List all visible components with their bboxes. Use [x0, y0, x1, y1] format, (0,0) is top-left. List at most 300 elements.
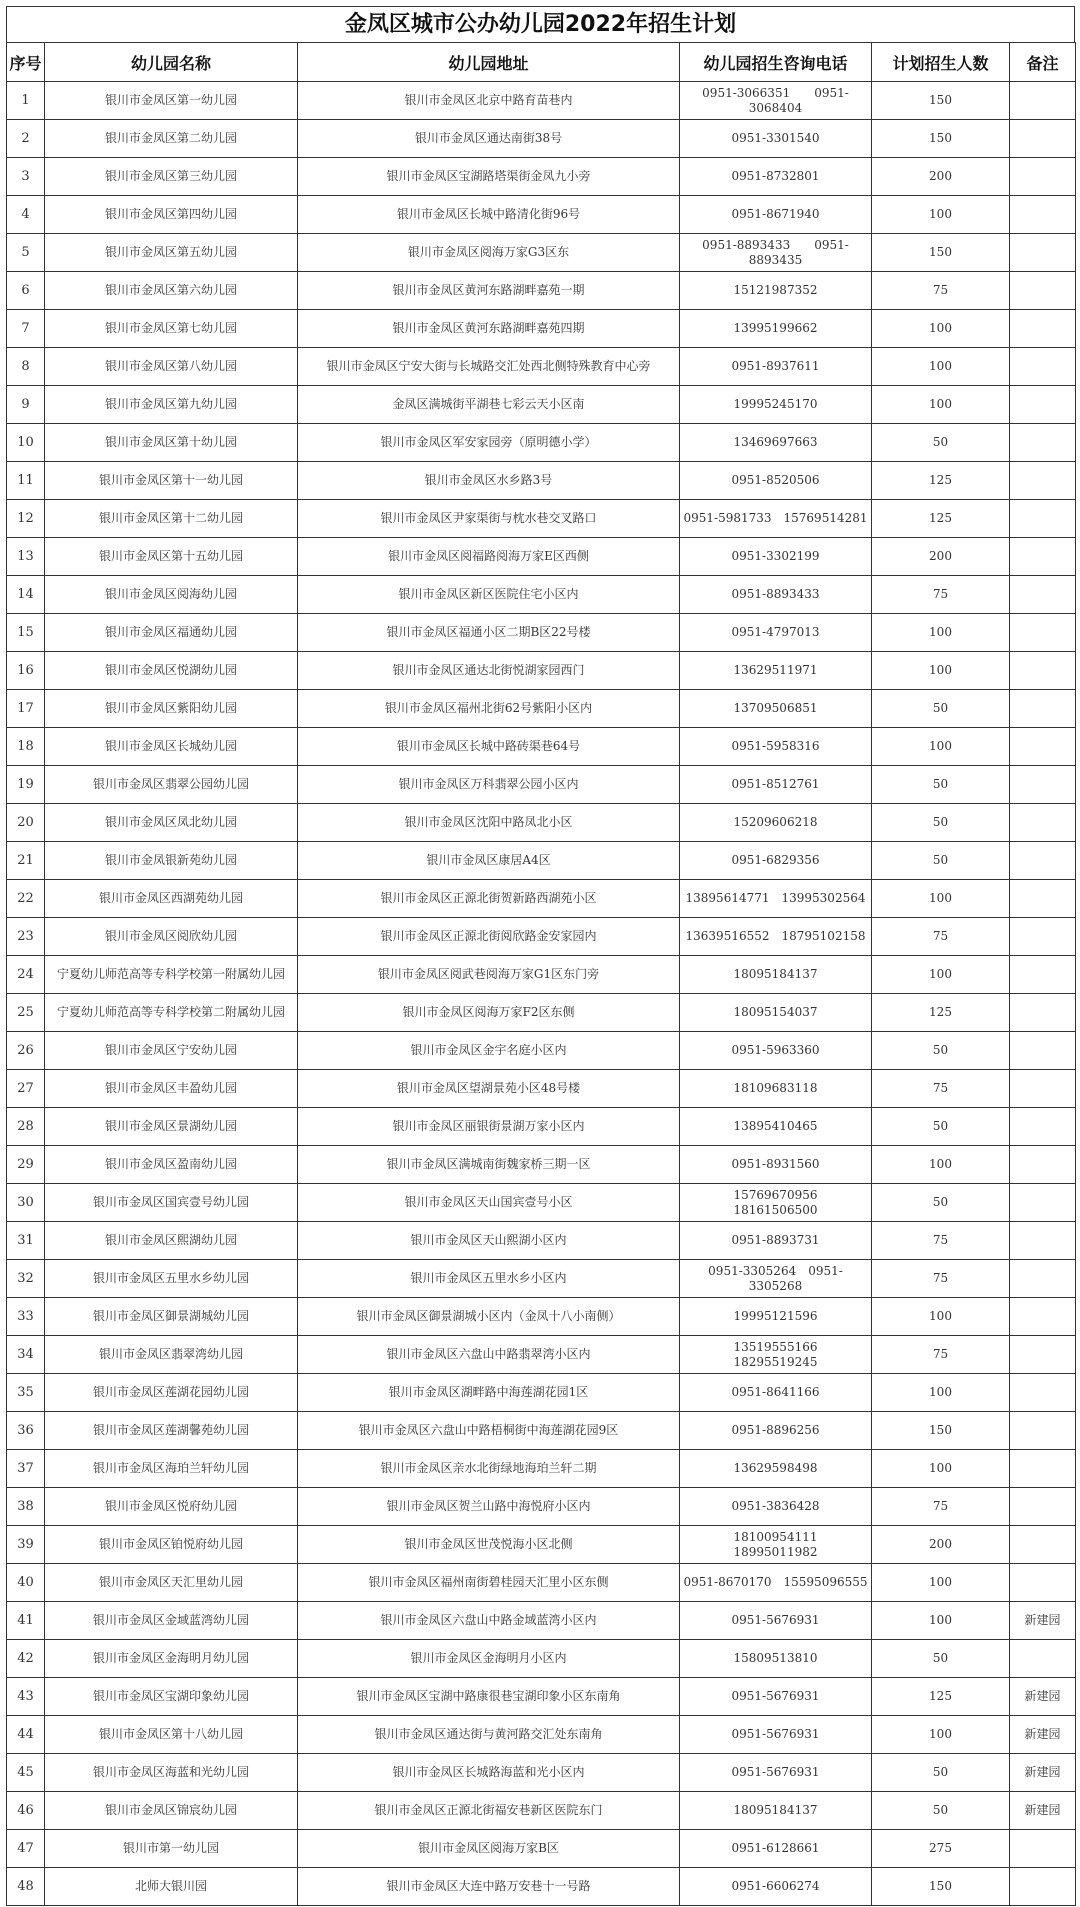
row-number-cell: 8 — [7, 348, 45, 386]
row-number-cell: 40 — [7, 1564, 45, 1602]
kindergarten-address-cell: 银川市金凤区天山国宾壹号小区 — [298, 1184, 680, 1222]
row-number-cell: 26 — [7, 1032, 45, 1070]
kindergarten-name-cell: 银川市金凤区第四幼儿园 — [45, 196, 298, 234]
phone-cell: 0951-8896256 — [680, 1412, 872, 1450]
note-cell: 新建园 — [1010, 1792, 1076, 1830]
row-number-cell: 23 — [7, 918, 45, 956]
table-row — [7, 1108, 1076, 1146]
table-row — [7, 500, 1076, 538]
kindergarten-name-cell: 银川市金凤区金海明月幼儿园 — [45, 1640, 298, 1678]
kindergarten-address-cell: 银川市金凤区长城路海蓝和光小区内 — [298, 1754, 680, 1792]
row-number-cell: 43 — [7, 1678, 45, 1716]
row-number-cell: 17 — [7, 690, 45, 728]
kindergarten-name-cell: 宁夏幼儿师范高等专科学校第一附属幼儿园 — [45, 956, 298, 994]
table-row — [7, 804, 1076, 842]
phone-cell: 0951-8641166 — [680, 1374, 872, 1412]
phone-cell: 13629511971 — [680, 652, 872, 690]
kindergarten-name-cell: 银川市金凤区第九幼儿园 — [45, 386, 298, 424]
table-body — [7, 82, 1076, 1906]
row-number-cell: 7 — [7, 310, 45, 348]
table-row — [7, 1146, 1076, 1184]
table-row — [7, 1412, 1076, 1450]
quota-cell: 100 — [872, 348, 1010, 386]
quota-cell: 275 — [872, 1830, 1010, 1868]
quota-cell: 100 — [872, 1716, 1010, 1754]
kindergarten-address-cell: 银川市金凤区大连中路万安巷十一号路 — [298, 1868, 680, 1906]
note-cell — [1010, 1374, 1076, 1412]
kindergarten-address-cell: 银川市金凤区沈阳中路凤北小区 — [298, 804, 680, 842]
kindergarten-address-cell: 银川市金凤区金宇名庭小区内 — [298, 1032, 680, 1070]
quota-cell: 100 — [872, 1146, 1010, 1184]
kindergarten-name-cell: 银川市金凤区第五幼儿园 — [45, 234, 298, 272]
kindergarten-address-cell: 银川市金凤区黄河东路湖畔嘉苑一期 — [298, 272, 680, 310]
kindergarten-name-cell: 银川市金凤区第十幼儿园 — [45, 424, 298, 462]
table-row — [7, 234, 1076, 272]
quota-cell: 75 — [872, 272, 1010, 310]
phone-cell: 19995121596 — [680, 1298, 872, 1336]
row-number-cell: 31 — [7, 1222, 45, 1260]
quota-cell: 100 — [872, 1374, 1010, 1412]
header-note: 备注 — [1010, 43, 1076, 82]
kindergarten-name-cell: 银川市金凤区第二幼儿园 — [45, 120, 298, 158]
kindergarten-address-cell: 银川市金凤区阅武巷阅海万家G1区东门旁 — [298, 956, 680, 994]
kindergarten-name-cell: 银川市金凤区悦湖幼儿园 — [45, 652, 298, 690]
kindergarten-name-cell: 银川市金凤区铂悦府幼儿园 — [45, 1526, 298, 1564]
table-row — [7, 1792, 1076, 1830]
kindergarten-address-cell: 银川市金凤区亲水北街绿地海珀兰轩二期 — [298, 1450, 680, 1488]
note-cell — [1010, 1260, 1076, 1298]
table-row — [7, 1374, 1076, 1412]
kindergarten-name-cell: 银川市金凤区海珀兰轩幼儿园 — [45, 1450, 298, 1488]
quota-cell: 100 — [872, 652, 1010, 690]
row-number-cell: 12 — [7, 500, 45, 538]
note-cell — [1010, 310, 1076, 348]
phone-cell: 13709506851 — [680, 690, 872, 728]
row-number-cell: 20 — [7, 804, 45, 842]
phone-cell: 0951-8893433 0951-8893435 — [680, 234, 872, 272]
kindergarten-name-cell: 银川市金凤区第八幼儿园 — [45, 348, 298, 386]
header-address: 幼儿园地址 — [298, 43, 680, 82]
note-cell — [1010, 1450, 1076, 1488]
header-name: 幼儿园名称 — [45, 43, 298, 82]
table-row — [7, 1526, 1076, 1564]
kindergarten-name-cell: 银川市金凤区第十五幼儿园 — [45, 538, 298, 576]
row-number-cell: 48 — [7, 1868, 45, 1906]
table-row — [7, 158, 1076, 196]
note-cell — [1010, 386, 1076, 424]
note-cell — [1010, 1146, 1076, 1184]
row-number-cell: 32 — [7, 1260, 45, 1298]
note-cell — [1010, 1070, 1076, 1108]
kindergarten-name-cell: 银川市金凤区国宾壹号幼儿园 — [45, 1184, 298, 1222]
row-number-cell: 9 — [7, 386, 45, 424]
kindergarten-name-cell: 银川市金凤区丰盈幼儿园 — [45, 1070, 298, 1108]
row-number-cell: 47 — [7, 1830, 45, 1868]
quota-cell: 50 — [872, 804, 1010, 842]
row-number-cell: 29 — [7, 1146, 45, 1184]
kindergarten-name-cell: 银川市金凤区翡翠湾幼儿园 — [45, 1336, 298, 1374]
note-cell — [1010, 538, 1076, 576]
phone-cell: 18095184137 — [680, 1792, 872, 1830]
phone-cell: 0951-8931560 — [680, 1146, 872, 1184]
table-row — [7, 1032, 1076, 1070]
table-row — [7, 1678, 1076, 1716]
row-number-cell: 3 — [7, 158, 45, 196]
kindergarten-address-cell: 银川市金凤区尹家渠街与枕水巷交叉路口 — [298, 500, 680, 538]
quota-cell: 50 — [872, 1792, 1010, 1830]
row-number-cell: 5 — [7, 234, 45, 272]
quota-cell: 100 — [872, 386, 1010, 424]
table-row — [7, 1716, 1076, 1754]
kindergarten-address-cell: 银川市金凤区阅海万家F2区东侧 — [298, 994, 680, 1032]
phone-cell: 15209606218 — [680, 804, 872, 842]
note-cell — [1010, 842, 1076, 880]
kindergarten-address-cell: 银川市金凤区六盘山中路梧桐街中海莲湖花园9区 — [298, 1412, 680, 1450]
kindergarten-name-cell: 银川市金凤区盈南幼儿园 — [45, 1146, 298, 1184]
note-cell — [1010, 766, 1076, 804]
table-row — [7, 1222, 1076, 1260]
kindergarten-name-cell: 银川市金凤区福通幼儿园 — [45, 614, 298, 652]
table-row — [7, 1184, 1076, 1222]
table-row — [7, 1868, 1076, 1906]
row-number-cell: 19 — [7, 766, 45, 804]
table-row — [7, 994, 1076, 1032]
kindergarten-name-cell: 银川市金凤区凤北幼儿园 — [45, 804, 298, 842]
kindergarten-name-cell: 银川市金凤区第十一幼儿园 — [45, 462, 298, 500]
row-number-cell: 6 — [7, 272, 45, 310]
row-number-cell: 28 — [7, 1108, 45, 1146]
table-row — [7, 1830, 1076, 1868]
kindergarten-address-cell: 银川市金凤区通达街与黄河路交汇处东南角 — [298, 1716, 680, 1754]
quota-cell: 50 — [872, 1640, 1010, 1678]
quota-cell: 100 — [872, 880, 1010, 918]
kindergarten-address-cell: 银川市金凤区阅福路阅海万家E区西侧 — [298, 538, 680, 576]
note-cell — [1010, 272, 1076, 310]
note-cell — [1010, 1564, 1076, 1602]
kindergarten-name-cell: 银川市第一幼儿园 — [45, 1830, 298, 1868]
kindergarten-name-cell: 银川市金凤区西湖苑幼儿园 — [45, 880, 298, 918]
table-row — [7, 120, 1076, 158]
enrollment-table — [6, 42, 1076, 1906]
kindergarten-name-cell: 银川市金凤区阅海幼儿园 — [45, 576, 298, 614]
kindergarten-name-cell: 银川市金凤区宝湖印象幼儿园 — [45, 1678, 298, 1716]
table-row — [7, 462, 1076, 500]
table-row — [7, 348, 1076, 386]
phone-cell: 0951-5676931 — [680, 1602, 872, 1640]
kindergarten-address-cell: 银川市金凤区福通小区二期B区22号楼 — [298, 614, 680, 652]
note-cell — [1010, 614, 1076, 652]
kindergarten-address-cell: 银川市金凤区金海明月小区内 — [298, 1640, 680, 1678]
note-cell — [1010, 918, 1076, 956]
kindergarten-name-cell: 银川市金凤区第三幼儿园 — [45, 158, 298, 196]
note-cell — [1010, 1412, 1076, 1450]
quota-cell: 200 — [872, 1526, 1010, 1564]
kindergarten-name-cell: 银川市金凤区熙湖幼儿园 — [45, 1222, 298, 1260]
kindergarten-address-cell: 银川市金凤区万科翡翠公园小区内 — [298, 766, 680, 804]
kindergarten-address-cell: 银川市金凤区军安家园旁（原明德小学） — [298, 424, 680, 462]
phone-cell: 13895614771 13995302564 — [680, 880, 872, 918]
quota-cell: 50 — [872, 690, 1010, 728]
phone-cell: 13469697663 — [680, 424, 872, 462]
row-number-cell: 41 — [7, 1602, 45, 1640]
phone-cell: 18095154037 — [680, 994, 872, 1032]
quota-cell: 75 — [872, 1260, 1010, 1298]
phone-cell: 18100954111 18995011982 — [680, 1526, 872, 1564]
kindergarten-address-cell: 银川市金凤区黄河东路湖畔嘉苑四期 — [298, 310, 680, 348]
note-cell — [1010, 1184, 1076, 1222]
table-row — [7, 1488, 1076, 1526]
table-row — [7, 842, 1076, 880]
kindergarten-address-cell: 银川市金凤区五里水乡小区内 — [298, 1260, 680, 1298]
row-number-cell: 35 — [7, 1374, 45, 1412]
phone-cell: 0951-8732801 — [680, 158, 872, 196]
table-row — [7, 1070, 1076, 1108]
kindergarten-address-cell: 银川市金凤区丽银街景湖万家小区内 — [298, 1108, 680, 1146]
note-cell — [1010, 804, 1076, 842]
row-number-cell: 2 — [7, 120, 45, 158]
table-row — [7, 1564, 1076, 1602]
note-cell — [1010, 576, 1076, 614]
note-cell: 新建园 — [1010, 1678, 1076, 1716]
quota-cell: 125 — [872, 994, 1010, 1032]
quota-cell: 75 — [872, 1488, 1010, 1526]
kindergarten-address-cell: 银川市金凤区正源北街贺新路西湖苑小区 — [298, 880, 680, 918]
kindergarten-name-cell: 银川市金凤区悦府幼儿园 — [45, 1488, 298, 1526]
row-number-cell: 22 — [7, 880, 45, 918]
phone-cell: 0951-5981733 15769514281 — [680, 500, 872, 538]
kindergarten-address-cell: 银川市金凤区满城南街魏家桥三期一区 — [298, 1146, 680, 1184]
quota-cell: 75 — [872, 918, 1010, 956]
table-row — [7, 956, 1076, 994]
quota-cell: 150 — [872, 1412, 1010, 1450]
kindergarten-address-cell: 银川市金凤区康居A4区 — [298, 842, 680, 880]
quota-cell: 200 — [872, 538, 1010, 576]
note-cell: 新建园 — [1010, 1754, 1076, 1792]
note-cell — [1010, 1640, 1076, 1678]
phone-cell: 0951-8893433 — [680, 576, 872, 614]
kindergarten-address-cell: 银川市金凤区望湖景苑小区48号楼 — [298, 1070, 680, 1108]
row-number-cell: 4 — [7, 196, 45, 234]
table-row — [7, 196, 1076, 234]
quota-cell: 50 — [872, 1108, 1010, 1146]
kindergarten-address-cell: 银川市金凤区长城中路清化街96号 — [298, 196, 680, 234]
note-cell — [1010, 1526, 1076, 1564]
kindergarten-address-cell: 银川市金凤区福州南街碧桂园天汇里小区东侧 — [298, 1564, 680, 1602]
quota-cell: 100 — [872, 1298, 1010, 1336]
quota-cell: 75 — [872, 576, 1010, 614]
quota-cell: 100 — [872, 1564, 1010, 1602]
note-cell — [1010, 234, 1076, 272]
note-cell — [1010, 1336, 1076, 1374]
table-row — [7, 576, 1076, 614]
row-number-cell: 36 — [7, 1412, 45, 1450]
kindergarten-address-cell: 银川市金凤区六盘山中路金域蓝湾小区内 — [298, 1602, 680, 1640]
phone-cell: 0951-3305264 0951-3305268 — [680, 1260, 872, 1298]
header-quota: 计划招生人数 — [872, 43, 1010, 82]
note-cell — [1010, 82, 1076, 120]
note-cell: 新建园 — [1010, 1602, 1076, 1640]
row-number-cell: 37 — [7, 1450, 45, 1488]
note-cell — [1010, 1830, 1076, 1868]
table-row — [7, 386, 1076, 424]
kindergarten-name-cell: 银川市金凤区海蓝和光幼儿园 — [45, 1754, 298, 1792]
phone-cell: 0951-3301540 — [680, 120, 872, 158]
quota-cell: 50 — [872, 1184, 1010, 1222]
note-cell — [1010, 462, 1076, 500]
kindergarten-name-cell: 银川市金凤区阅欣幼儿园 — [45, 918, 298, 956]
note-cell — [1010, 348, 1076, 386]
note-cell: 新建园 — [1010, 1716, 1076, 1754]
kindergarten-name-cell: 银川市金凤区第七幼儿园 — [45, 310, 298, 348]
note-cell — [1010, 120, 1076, 158]
kindergarten-name-cell: 宁夏幼儿师范高等专科学校第二附属幼儿园 — [45, 994, 298, 1032]
kindergarten-address-cell: 银川市金凤区通达南街38号 — [298, 120, 680, 158]
quota-cell: 150 — [872, 120, 1010, 158]
kindergarten-name-cell: 银川市金凤区景湖幼儿园 — [45, 1108, 298, 1146]
phone-cell: 13995199662 — [680, 310, 872, 348]
kindergarten-name-cell: 银川市金凤区第十八幼儿园 — [45, 1716, 298, 1754]
enrollment-sheet — [6, 6, 1075, 1906]
row-number-cell: 14 — [7, 576, 45, 614]
table-row — [7, 652, 1076, 690]
note-cell — [1010, 1298, 1076, 1336]
row-number-cell: 39 — [7, 1526, 45, 1564]
kindergarten-name-cell: 银川市金凤区金域蓝湾幼儿园 — [45, 1602, 298, 1640]
phone-cell: 0951-5963360 — [680, 1032, 872, 1070]
kindergarten-name-cell: 银川市金凤区第一幼儿园 — [45, 82, 298, 120]
phone-cell: 0951-5676931 — [680, 1716, 872, 1754]
note-cell — [1010, 196, 1076, 234]
table-row — [7, 1754, 1076, 1792]
row-number-cell: 38 — [7, 1488, 45, 1526]
kindergarten-address-cell: 银川市金凤区正源北街福安巷新区医院东门 — [298, 1792, 680, 1830]
quota-cell: 75 — [872, 1070, 1010, 1108]
note-cell — [1010, 994, 1076, 1032]
phone-cell: 0951-5676931 — [680, 1678, 872, 1716]
kindergarten-address-cell: 银川市金凤区水乡路3号 — [298, 462, 680, 500]
row-number-cell: 13 — [7, 538, 45, 576]
table-header-row — [7, 43, 1076, 82]
quota-cell: 75 — [872, 1336, 1010, 1374]
kindergarten-name-cell: 银川市金凤区第十二幼儿园 — [45, 500, 298, 538]
kindergarten-address-cell: 银川市金凤区六盘山中路翡翠湾小区内 — [298, 1336, 680, 1374]
row-number-cell: 16 — [7, 652, 45, 690]
note-cell — [1010, 1488, 1076, 1526]
quota-cell: 150 — [872, 234, 1010, 272]
phone-cell: 0951-3066351 0951- 3068404 — [680, 82, 872, 120]
kindergarten-name-cell: 银川市金凤区五里水乡幼儿园 — [45, 1260, 298, 1298]
phone-cell: 0951-8670170 15595096555 — [680, 1564, 872, 1602]
kindergarten-address-cell: 银川市金凤区新区医院住宅小区内 — [298, 576, 680, 614]
table-row — [7, 766, 1076, 804]
kindergarten-address-cell: 银川市金凤区贺兰山路中海悦府小区内 — [298, 1488, 680, 1526]
note-cell — [1010, 690, 1076, 728]
quota-cell: 50 — [872, 424, 1010, 462]
quota-cell: 125 — [872, 1678, 1010, 1716]
phone-cell: 0951-8937611 — [680, 348, 872, 386]
quota-cell: 100 — [872, 1602, 1010, 1640]
kindergarten-name-cell: 银川市金凤区紫阳幼儿园 — [45, 690, 298, 728]
table-row — [7, 82, 1076, 120]
phone-cell: 0951-6128661 — [680, 1830, 872, 1868]
row-number-cell: 1 — [7, 82, 45, 120]
phone-cell: 18095184137 — [680, 956, 872, 994]
phone-cell: 18109683118 — [680, 1070, 872, 1108]
note-cell — [1010, 424, 1076, 462]
kindergarten-name-cell: 银川市金凤区第六幼儿园 — [45, 272, 298, 310]
row-number-cell: 45 — [7, 1754, 45, 1792]
quota-cell: 100 — [872, 310, 1010, 348]
kindergarten-address-cell: 银川市金凤区宁安大街与长城路交汇处西北侧特殊教育中心旁 — [298, 348, 680, 386]
quota-cell: 75 — [872, 1222, 1010, 1260]
row-number-cell: 42 — [7, 1640, 45, 1678]
phone-cell: 15809513810 — [680, 1640, 872, 1678]
kindergarten-address-cell: 银川市金凤区阅海万家B区 — [298, 1830, 680, 1868]
phone-cell: 0951-8512761 — [680, 766, 872, 804]
phone-cell: 0951-4797013 — [680, 614, 872, 652]
phone-cell: 0951-3302199 — [680, 538, 872, 576]
note-cell — [1010, 1108, 1076, 1146]
table-row — [7, 424, 1076, 462]
phone-cell: 19995245170 — [680, 386, 872, 424]
note-cell — [1010, 652, 1076, 690]
phone-cell: 0951-3836428 — [680, 1488, 872, 1526]
kindergarten-name-cell: 银川市金凤银新苑幼儿园 — [45, 842, 298, 880]
note-cell — [1010, 728, 1076, 766]
kindergarten-address-cell: 银川市金凤区宝湖路塔渠街金凤九小旁 — [298, 158, 680, 196]
row-number-cell: 11 — [7, 462, 45, 500]
kindergarten-name-cell: 银川市金凤区宁安幼儿园 — [45, 1032, 298, 1070]
table-row — [7, 1260, 1076, 1298]
quota-cell: 50 — [872, 1032, 1010, 1070]
kindergarten-name-cell: 银川市金凤区御景湖城幼儿园 — [45, 1298, 298, 1336]
row-number-cell: 25 — [7, 994, 45, 1032]
phone-cell: 13639516552 18795102158 — [680, 918, 872, 956]
phone-cell: 0951-6829356 — [680, 842, 872, 880]
quota-cell: 50 — [872, 842, 1010, 880]
kindergarten-address-cell: 银川市金凤区宝湖中路康很巷宝湖印象小区东南角 — [298, 1678, 680, 1716]
row-number-cell: 33 — [7, 1298, 45, 1336]
phone-cell: 13629598498 — [680, 1450, 872, 1488]
row-number-cell: 46 — [7, 1792, 45, 1830]
quota-cell: 50 — [872, 1754, 1010, 1792]
note-cell — [1010, 1032, 1076, 1070]
table-row — [7, 728, 1076, 766]
row-number-cell: 27 — [7, 1070, 45, 1108]
quota-cell: 200 — [872, 158, 1010, 196]
kindergarten-address-cell: 银川市金凤区正源北街阅欣路金安家园内 — [298, 918, 680, 956]
phone-cell: 0951-5958316 — [680, 728, 872, 766]
kindergarten-address-cell: 银川市金凤区天山熙湖小区内 — [298, 1222, 680, 1260]
quota-cell: 125 — [872, 462, 1010, 500]
row-number-cell: 30 — [7, 1184, 45, 1222]
row-number-cell: 18 — [7, 728, 45, 766]
kindergarten-address-cell: 银川市金凤区阅海万家G3区东 — [298, 234, 680, 272]
table-row — [7, 310, 1076, 348]
header-phone: 幼儿园招生咨询电话 — [680, 43, 872, 82]
kindergarten-address-cell: 银川市金凤区北京中路育苗巷内 — [298, 82, 680, 120]
kindergarten-address-cell: 银川市金凤区通达北街悦湖家园西门 — [298, 652, 680, 690]
quota-cell: 125 — [872, 500, 1010, 538]
phone-cell: 0951-8520506 — [680, 462, 872, 500]
phone-cell: 13519555166 18295519245 — [680, 1336, 872, 1374]
note-cell — [1010, 880, 1076, 918]
note-cell — [1010, 158, 1076, 196]
row-number-cell: 21 — [7, 842, 45, 880]
table-row — [7, 880, 1076, 918]
row-number-cell: 15 — [7, 614, 45, 652]
table-row — [7, 1298, 1076, 1336]
